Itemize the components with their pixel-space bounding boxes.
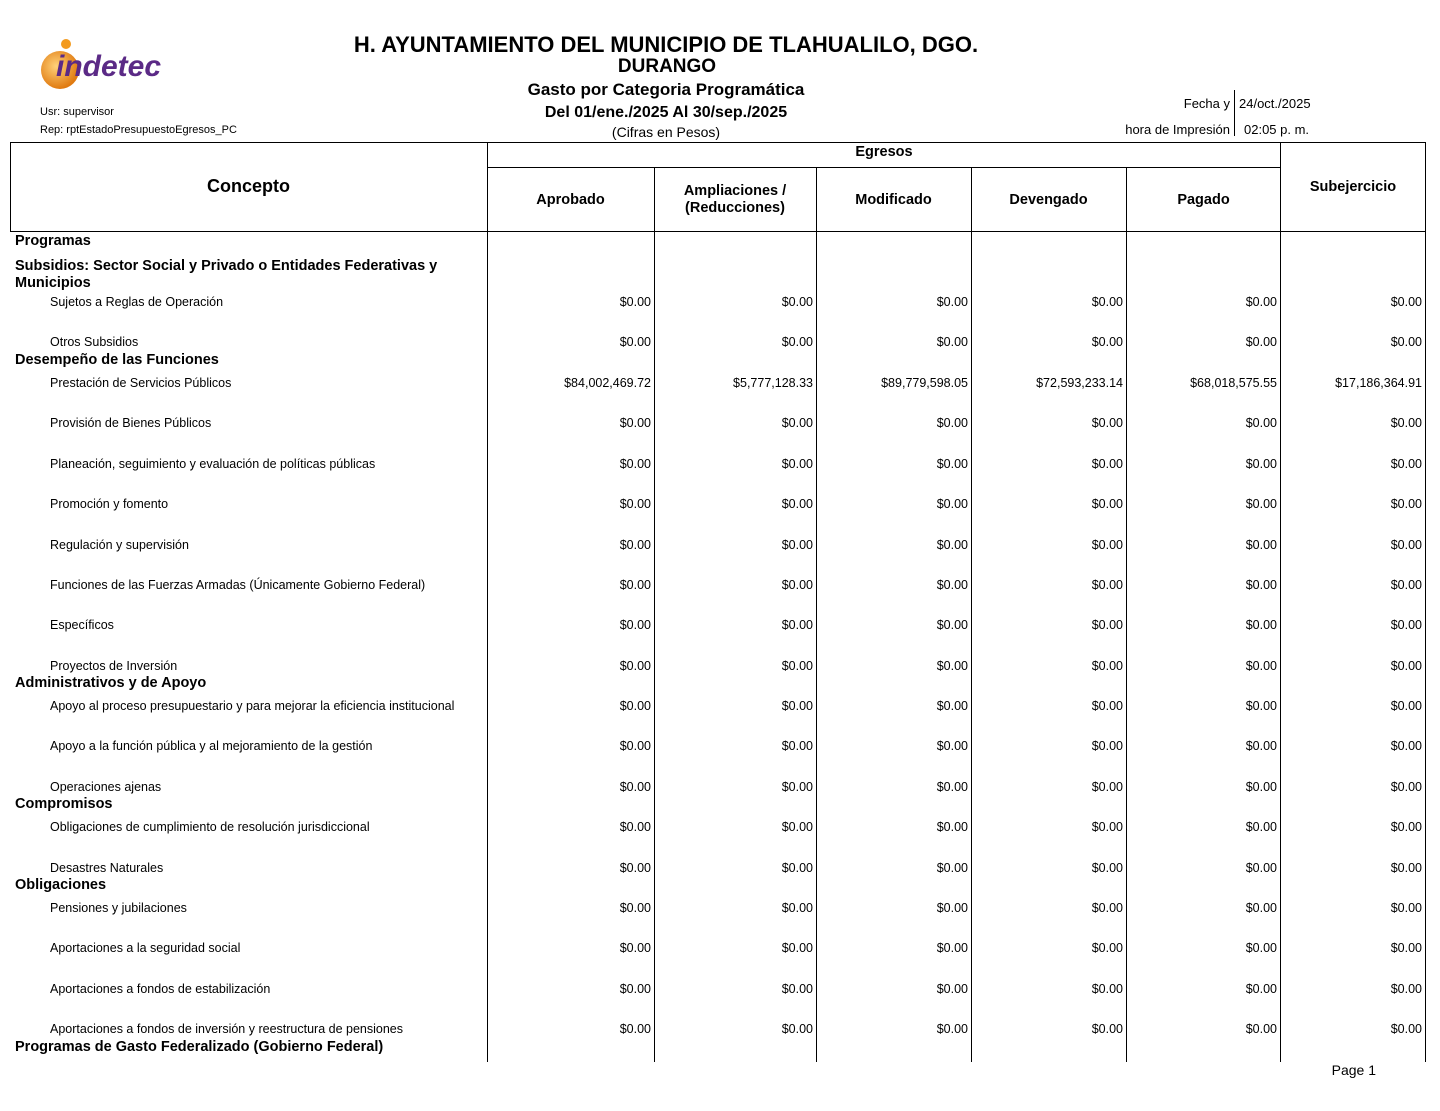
row-value: $0.00 — [1091, 538, 1123, 552]
row-value: $17,186,364.91 — [1335, 376, 1422, 390]
row-value: $0.00 — [936, 1022, 968, 1036]
row-value: $0.00 — [619, 416, 651, 430]
col-divider — [654, 167, 655, 1062]
row-value: $0.00 — [781, 497, 813, 511]
row-value: $0.00 — [1091, 699, 1123, 713]
row-label: Obligaciones de cumplimiento de resolución jurisdiccional — [50, 820, 370, 834]
hora-label: hora de Impresión — [1125, 122, 1230, 137]
row-value: $0.00 — [1390, 618, 1422, 632]
row-value: $0.00 — [1091, 457, 1123, 471]
row-value: $0.00 — [1091, 416, 1123, 430]
section-administrativos: Administrativos y de Apoyo — [15, 675, 207, 691]
page-number: Page 1 — [1331, 1062, 1376, 1078]
row-value: $0.00 — [781, 861, 813, 875]
row-value: $0.00 — [936, 901, 968, 915]
row-label: Aportaciones a la seguridad social — [50, 941, 241, 955]
period: Del 01/ene./2025 Al 30/sep./2025 — [544, 104, 788, 121]
state-title: DURANGO — [617, 56, 717, 77]
row-value: $0.00 — [936, 820, 968, 834]
row-value: $0.00 — [619, 1022, 651, 1036]
row-value: $5,777,128.33 — [733, 376, 813, 390]
row-value: $0.00 — [936, 618, 968, 632]
row-value: $0.00 — [1390, 820, 1422, 834]
row-value: $89,779,598.05 — [881, 376, 968, 390]
row-value: $0.00 — [781, 457, 813, 471]
row-value: $0.00 — [1091, 618, 1123, 632]
row-value: $0.00 — [1091, 982, 1123, 996]
col-ampliaciones-line2: (Reducciones) — [685, 200, 785, 216]
col-ampliaciones — [654, 183, 816, 217]
row-label: Apoyo a la función pública y al mejoramiento de la gestión — [50, 739, 373, 753]
row-value: $0.00 — [1245, 618, 1277, 632]
row-value: $0.00 — [936, 861, 968, 875]
row-label: Planeación, seguimiento y evaluación de políticas públicas — [50, 457, 376, 471]
row-label: Proyectos de Inversión — [50, 659, 178, 673]
row-value: $0.00 — [781, 538, 813, 552]
row-value: $0.00 — [1245, 739, 1277, 753]
row-label: Provisión de Bienes Públicos — [50, 416, 212, 430]
row-value: $0.00 — [936, 699, 968, 713]
col-modificado: Modificado — [855, 192, 932, 208]
col-divider — [1126, 167, 1127, 1062]
org-title: H. AYUNTAMIENTO DEL MUNICIPIO DE TLAHUALILO, DGO. — [353, 32, 979, 57]
row-value: $0.00 — [936, 982, 968, 996]
col-divider — [971, 167, 972, 1062]
col-aprobado: Aprobado — [536, 192, 605, 208]
col-devengado: Devengado — [1009, 192, 1088, 208]
row-value: $0.00 — [936, 941, 968, 955]
budget-table — [10, 142, 1426, 1062]
row-value: $0.00 — [1091, 578, 1123, 592]
row-value: $0.00 — [1245, 780, 1277, 794]
row-value: $0.00 — [619, 861, 651, 875]
report-id: Rep: rptEstadoPresupuestoEgresos_PC — [40, 124, 237, 136]
row-value: $0.00 — [781, 618, 813, 632]
row-value: $0.00 — [781, 416, 813, 430]
row-value: $0.00 — [1390, 699, 1422, 713]
egresos-header: Egresos — [855, 144, 913, 160]
row-value: $0.00 — [781, 820, 813, 834]
fecha-label: Fecha y — [1183, 96, 1230, 111]
row-value: $0.00 — [1091, 820, 1123, 834]
row-value: $0.00 — [1245, 295, 1277, 309]
section-obligaciones: Obligaciones — [15, 877, 107, 893]
row-value: $0.00 — [1091, 739, 1123, 753]
row-value: $0.00 — [619, 941, 651, 955]
row-value: $0.00 — [1245, 578, 1277, 592]
row-value: $0.00 — [1091, 659, 1123, 673]
row-value: $0.00 — [936, 335, 968, 349]
row-label: Funciones de las Fuerzas Armadas (Únicamente Gobierno Federal) — [50, 578, 426, 592]
row-label: Otros Subsidios — [50, 335, 139, 349]
row-label: Regulación y supervisión — [50, 538, 189, 552]
concept-header: Concepto — [207, 176, 290, 196]
row-value: $0.00 — [1390, 901, 1422, 915]
row-value: $0.00 — [1091, 941, 1123, 955]
row-value: $0.00 — [619, 578, 651, 592]
row-value: $0.00 — [1091, 497, 1123, 511]
row-value: $0.00 — [1390, 780, 1422, 794]
section-subsidios-line1: Subsidios: Sector Social y Privado o Entidades Federativas y — [15, 258, 438, 274]
row-value: $0.00 — [781, 941, 813, 955]
row-label: Aportaciones a fondos de inversión y reestructura de pensiones — [50, 1022, 403, 1036]
row-value: $0.00 — [619, 699, 651, 713]
date-separator — [1234, 90, 1235, 136]
section-federalizado: Programas de Gasto Federalizado (Gobierno Federal) — [15, 1039, 384, 1055]
report-title: Gasto por Categoria Programática — [527, 80, 805, 99]
row-value: $0.00 — [936, 416, 968, 430]
row-label: Sujetos a Reglas de Operación — [50, 295, 224, 309]
col-divider — [1280, 142, 1281, 1062]
row-value: $0.00 — [1390, 861, 1422, 875]
row-value: $0.00 — [1390, 1022, 1422, 1036]
row-value: $0.00 — [1390, 659, 1422, 673]
row-value: $0.00 — [781, 982, 813, 996]
row-value: $0.00 — [781, 295, 813, 309]
units: (Cifras en Pesos) — [611, 124, 721, 140]
row-value: $0.00 — [1091, 335, 1123, 349]
logo-wordmark: indetec — [56, 50, 162, 83]
col-subejercicio: Subejercicio — [1309, 179, 1397, 195]
row-value: $0.00 — [1245, 820, 1277, 834]
row-value: $0.00 — [619, 497, 651, 511]
row-value: $0.00 — [1390, 335, 1422, 349]
row-value: $0.00 — [936, 780, 968, 794]
col-divider — [487, 142, 488, 1062]
row-value: $0.00 — [619, 820, 651, 834]
row-value: $0.00 — [936, 497, 968, 511]
row-value: $0.00 — [936, 578, 968, 592]
row-value: $0.00 — [619, 780, 651, 794]
section-subsidios-line2: Municipios — [15, 275, 91, 291]
row-value: $0.00 — [1390, 578, 1422, 592]
row-value: $0.00 — [619, 982, 651, 996]
row-value: $0.00 — [781, 335, 813, 349]
row-value: $0.00 — [1245, 941, 1277, 955]
user-label: Usr: supervisor — [40, 106, 114, 118]
row-value: $0.00 — [1390, 941, 1422, 955]
table-top-border — [10, 142, 1426, 143]
row-value: $0.00 — [619, 739, 651, 753]
row-value: $0.00 — [781, 1022, 813, 1036]
row-value: $0.00 — [936, 659, 968, 673]
row-value: $0.00 — [619, 618, 651, 632]
row-value: $0.00 — [619, 538, 651, 552]
row-value: $0.00 — [1091, 780, 1123, 794]
row-value: $0.00 — [1091, 861, 1123, 875]
row-value: $0.00 — [1245, 901, 1277, 915]
row-label: Aportaciones a fondos de estabilización — [50, 982, 271, 996]
row-label: Operaciones ajenas — [50, 780, 162, 794]
col-divider — [816, 167, 817, 1062]
row-value: $0.00 — [1245, 457, 1277, 471]
hora-value: 02:05 p. m. — [1244, 122, 1310, 137]
row-label: Específicos — [50, 618, 114, 632]
row-value: $0.00 — [781, 901, 813, 915]
row-label: Prestación de Servicios Públicos — [50, 376, 232, 390]
row-label: Promoción y fomento — [50, 497, 169, 511]
row-value: $0.00 — [1245, 497, 1277, 511]
row-value: $0.00 — [781, 578, 813, 592]
row-value: $0.00 — [781, 739, 813, 753]
row-value: $0.00 — [1245, 861, 1277, 875]
row-value: $0.00 — [1091, 1022, 1123, 1036]
row-value: $0.00 — [1245, 699, 1277, 713]
row-value: $0.00 — [1245, 335, 1277, 349]
row-value: $0.00 — [1091, 295, 1123, 309]
row-value: $0.00 — [1091, 901, 1123, 915]
row-value: $72,593,233.14 — [1036, 376, 1123, 390]
row-value: $0.00 — [781, 659, 813, 673]
row-value: $68,018,575.55 — [1190, 376, 1277, 390]
section-compromisos: Compromisos — [15, 796, 113, 812]
row-value: $0.00 — [936, 739, 968, 753]
row-value: $0.00 — [619, 457, 651, 471]
table-right-border — [1425, 142, 1426, 1062]
header-bottom-border — [10, 231, 1426, 232]
row-label: Pensiones y jubilaciones — [50, 901, 187, 915]
row-value: $0.00 — [1245, 416, 1277, 430]
row-value: $0.00 — [1245, 538, 1277, 552]
row-value: $0.00 — [1245, 659, 1277, 673]
row-value: $0.00 — [1390, 538, 1422, 552]
col-pagado: Pagado — [1177, 192, 1230, 208]
row-value: $0.00 — [1390, 457, 1422, 471]
col-ampliaciones-line1: Ampliaciones / — [683, 183, 787, 199]
row-label: Apoyo al proceso presupuestario y para mejorar la eficiencia institucional — [50, 699, 455, 713]
row-value: $0.00 — [1245, 1022, 1277, 1036]
row-value: $84,002,469.72 — [564, 376, 651, 390]
row-value: $0.00 — [781, 699, 813, 713]
section-subsidios — [15, 258, 437, 292]
row-value: $0.00 — [1390, 497, 1422, 511]
section-programas: Programas — [15, 233, 91, 249]
row-value: $0.00 — [781, 780, 813, 794]
row-value: $0.00 — [1245, 982, 1277, 996]
row-value: $0.00 — [1390, 416, 1422, 430]
row-value: $0.00 — [1390, 739, 1422, 753]
row-value: $0.00 — [619, 901, 651, 915]
row-value: $0.00 — [619, 295, 651, 309]
row-value: $0.00 — [936, 538, 968, 552]
row-value: $0.00 — [936, 295, 968, 309]
section-desempeno: Desempeño de las Funciones — [15, 352, 219, 368]
row-value: $0.00 — [619, 659, 651, 673]
row-value: $0.00 — [936, 457, 968, 471]
row-value: $0.00 — [1390, 295, 1422, 309]
row-value: $0.00 — [619, 335, 651, 349]
egresos-underline — [487, 167, 1281, 168]
fecha-value: 24/oct./2025 — [1239, 96, 1311, 111]
row-value: $0.00 — [1390, 982, 1422, 996]
row-label: Desastres Naturales — [50, 861, 164, 875]
